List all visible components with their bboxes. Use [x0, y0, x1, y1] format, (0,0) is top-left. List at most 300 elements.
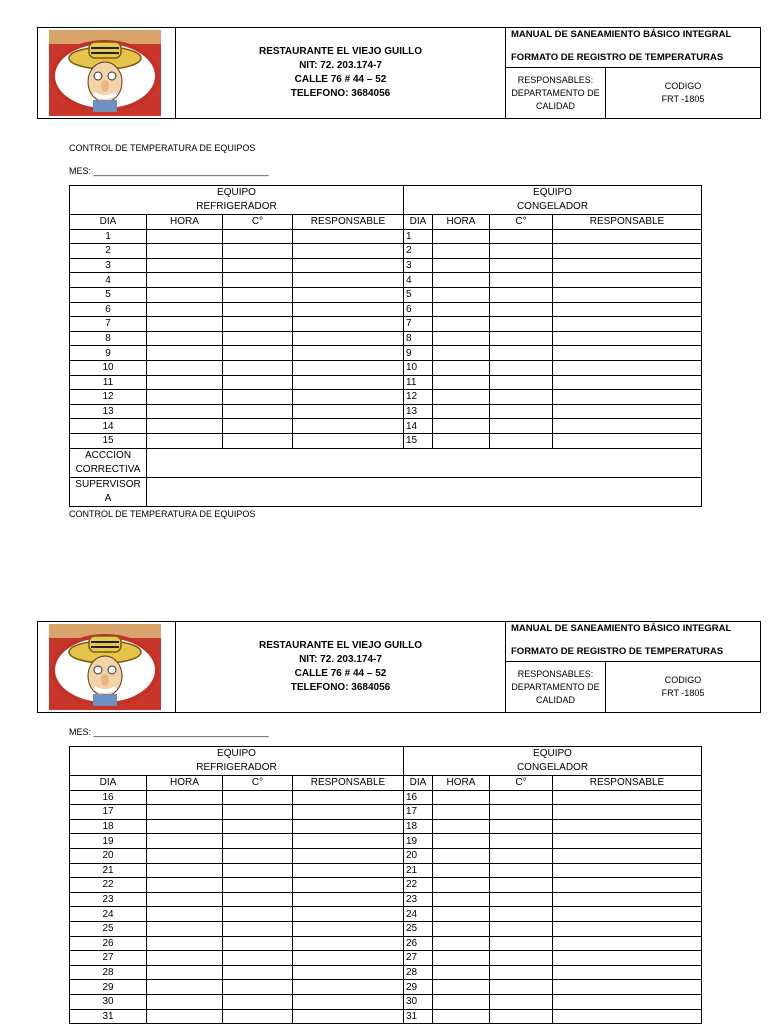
- table-row: [70, 878, 702, 893]
- day-cell: 15: [404, 433, 433, 448]
- responsables-line1: RESPONSABLES:: [517, 74, 594, 85]
- temp-field[interactable]: [490, 375, 553, 390]
- hora-field[interactable]: [433, 404, 490, 419]
- responsables-line1: RESPONSABLES:: [517, 668, 594, 679]
- day-cell: 21: [70, 863, 147, 878]
- hora-field[interactable]: [433, 994, 490, 1009]
- responsable-field[interactable]: [293, 863, 404, 878]
- logo-cell: [38, 622, 176, 713]
- responsable-field[interactable]: [293, 258, 404, 273]
- responsable-field[interactable]: [553, 273, 702, 288]
- hora-field[interactable]: [147, 819, 223, 834]
- hora-field[interactable]: [433, 346, 490, 361]
- temp-field[interactable]: [223, 404, 293, 419]
- table-row: [70, 951, 702, 966]
- responsable-field[interactable]: [293, 848, 404, 863]
- hora-field[interactable]: [147, 805, 223, 820]
- day-cell: 7: [404, 317, 433, 332]
- hora-field[interactable]: [433, 317, 490, 332]
- hora-field[interactable]: [147, 287, 223, 302]
- hora-field[interactable]: [147, 848, 223, 863]
- day-cell: 28: [404, 965, 433, 980]
- day-cell: 21: [404, 863, 433, 878]
- table-row: [70, 419, 702, 434]
- hora-field[interactable]: [433, 936, 490, 951]
- responsables-line3: CALIDAD: [535, 100, 575, 111]
- responsable-field[interactable]: [293, 892, 404, 907]
- temp-field[interactable]: [490, 433, 553, 448]
- day-cell: 11: [70, 375, 147, 390]
- restaurant-address: CALLE 76 # 44 – 52: [294, 74, 387, 85]
- day-cell: 18: [70, 819, 147, 834]
- temp-field[interactable]: [490, 834, 553, 849]
- restaurant-phone: TELEFONO: 3684056: [290, 88, 391, 99]
- table-row: [70, 360, 702, 375]
- temp-field[interactable]: [223, 834, 293, 849]
- hora-field[interactable]: [433, 390, 490, 405]
- temp-field[interactable]: [490, 921, 553, 936]
- responsable-field[interactable]: [293, 994, 404, 1009]
- responsable-field[interactable]: [293, 404, 404, 419]
- temp-field[interactable]: [223, 848, 293, 863]
- temp-field[interactable]: [490, 287, 553, 302]
- congelador-label: CONGELADOR: [516, 201, 589, 212]
- day-cell: 13: [404, 404, 433, 419]
- temperature-table-2: [69, 746, 702, 1024]
- day-cell: 22: [70, 878, 147, 893]
- responsable-field[interactable]: [553, 878, 702, 893]
- supervisor-label-line2: A: [104, 492, 112, 504]
- responsable-field[interactable]: [553, 863, 702, 878]
- table-row: [70, 994, 702, 1009]
- day-cell: 7: [70, 317, 147, 332]
- temp-field[interactable]: [223, 1009, 293, 1024]
- responsable-field[interactable]: [553, 302, 702, 317]
- hora-field[interactable]: [433, 433, 490, 448]
- hora-field[interactable]: [147, 951, 223, 966]
- hora-field[interactable]: [433, 273, 490, 288]
- responsable-field[interactable]: [293, 273, 404, 288]
- temp-field[interactable]: [490, 229, 553, 244]
- hora-field[interactable]: [433, 921, 490, 936]
- temp-field[interactable]: [490, 936, 553, 951]
- hora-field[interactable]: [433, 287, 490, 302]
- congelador-header: [404, 747, 702, 776]
- responsable-field[interactable]: [553, 258, 702, 273]
- col-hora: HORA: [147, 776, 223, 791]
- responsable-field[interactable]: [553, 390, 702, 405]
- temp-field[interactable]: [490, 805, 553, 820]
- table-row: [70, 965, 702, 980]
- day-cell: 6: [70, 302, 147, 317]
- hora-field[interactable]: [433, 892, 490, 907]
- equipo-label: EQUIPO: [533, 187, 572, 198]
- hora-field[interactable]: [147, 907, 223, 922]
- supervisor-field[interactable]: [147, 477, 702, 506]
- day-cell: 25: [70, 921, 147, 936]
- temp-field[interactable]: [223, 433, 293, 448]
- temp-field[interactable]: [490, 404, 553, 419]
- hora-field[interactable]: [147, 892, 223, 907]
- responsable-field[interactable]: [293, 360, 404, 375]
- temp-field[interactable]: [490, 258, 553, 273]
- responsables-line2: DEPARTAMENTO DE: [511, 87, 600, 98]
- responsable-field[interactable]: [553, 790, 702, 805]
- responsable-field[interactable]: [553, 907, 702, 922]
- col-temp: C°: [223, 215, 293, 230]
- responsable-field[interactable]: [553, 244, 702, 259]
- responsable-field[interactable]: [553, 433, 702, 448]
- hora-field[interactable]: [433, 360, 490, 375]
- hora-field[interactable]: [433, 375, 490, 390]
- responsable-field[interactable]: [293, 287, 404, 302]
- responsable-field[interactable]: [293, 980, 404, 995]
- hora-field[interactable]: [147, 790, 223, 805]
- responsable-field[interactable]: [553, 317, 702, 332]
- accion-correctiva-field[interactable]: [147, 448, 702, 477]
- responsable-field[interactable]: [293, 229, 404, 244]
- temp-field[interactable]: [490, 419, 553, 434]
- hora-field[interactable]: [433, 244, 490, 259]
- col-temp: C°: [490, 776, 553, 791]
- temp-field[interactable]: [490, 965, 553, 980]
- temp-field[interactable]: [490, 819, 553, 834]
- temp-field[interactable]: [223, 346, 293, 361]
- table-row: [70, 258, 702, 273]
- hora-field[interactable]: [147, 302, 223, 317]
- table-body-2: [70, 790, 702, 1024]
- temp-field[interactable]: [490, 302, 553, 317]
- temp-field[interactable]: [223, 317, 293, 332]
- day-cell: 17: [70, 805, 147, 820]
- temp-field[interactable]: [223, 994, 293, 1009]
- responsable-field[interactable]: [293, 433, 404, 448]
- responsable-field[interactable]: [553, 1009, 702, 1024]
- form-header-1: [37, 27, 761, 119]
- col-responsable: RESPONSABLE: [553, 776, 702, 791]
- refrigerador-label: REFRIGERADOR: [196, 762, 277, 773]
- hora-field[interactable]: [433, 951, 490, 966]
- temp-field[interactable]: [223, 302, 293, 317]
- day-cell: 1: [404, 229, 433, 244]
- day-cell: 9: [70, 346, 147, 361]
- temp-field[interactable]: [223, 419, 293, 434]
- day-cell: 31: [404, 1009, 433, 1024]
- section-title-1: CONTROL DE TEMPERATURA DE EQUIPOS: [69, 143, 256, 153]
- hora-field[interactable]: [433, 980, 490, 995]
- responsable-field[interactable]: [553, 375, 702, 390]
- responsable-field[interactable]: [553, 994, 702, 1009]
- temp-field[interactable]: [223, 273, 293, 288]
- hora-field[interactable]: [147, 317, 223, 332]
- responsable-field[interactable]: [553, 360, 702, 375]
- responsable-field[interactable]: [293, 805, 404, 820]
- responsables-cell: [506, 662, 606, 713]
- responsable-field[interactable]: [553, 980, 702, 995]
- hora-field[interactable]: [147, 878, 223, 893]
- restaurant-logo: [38, 624, 175, 710]
- day-cell: 31: [70, 1009, 147, 1024]
- responsable-field[interactable]: [553, 819, 702, 834]
- hora-field[interactable]: [147, 331, 223, 346]
- day-cell: 6: [404, 302, 433, 317]
- responsable-field[interactable]: [293, 302, 404, 317]
- table-row: [70, 433, 702, 448]
- hora-field[interactable]: [433, 834, 490, 849]
- hora-field[interactable]: [147, 229, 223, 244]
- temp-field[interactable]: [223, 360, 293, 375]
- day-cell: 30: [404, 994, 433, 1009]
- congelador-label: CONGELADOR: [516, 762, 589, 773]
- accion-label-line1: ACCCION: [84, 449, 132, 461]
- hora-field[interactable]: [147, 433, 223, 448]
- responsable-field[interactable]: [553, 346, 702, 361]
- temp-field[interactable]: [223, 965, 293, 980]
- responsable-field[interactable]: [293, 1009, 404, 1024]
- day-cell: 10: [70, 360, 147, 375]
- day-cell: 3: [70, 258, 147, 273]
- day-cell: 3: [404, 258, 433, 273]
- day-cell: 27: [404, 951, 433, 966]
- responsable-field[interactable]: [553, 805, 702, 820]
- refrigerador-header: [70, 186, 404, 215]
- col-dia: DIA: [404, 215, 433, 230]
- day-cell: 22: [404, 878, 433, 893]
- table-row: [70, 404, 702, 419]
- day-cell: 25: [404, 921, 433, 936]
- hora-field[interactable]: [147, 834, 223, 849]
- day-cell: 29: [70, 980, 147, 995]
- day-cell: 8: [404, 331, 433, 346]
- hora-field[interactable]: [147, 994, 223, 1009]
- temp-field[interactable]: [223, 921, 293, 936]
- equipo-label: EQUIPO: [533, 748, 572, 759]
- hora-field[interactable]: [433, 965, 490, 980]
- day-cell: 26: [70, 936, 147, 951]
- day-cell: 4: [404, 273, 433, 288]
- table-row: [70, 834, 702, 849]
- responsable-field[interactable]: [553, 892, 702, 907]
- supervisor-label: [70, 477, 147, 506]
- responsable-field[interactable]: [293, 346, 404, 361]
- hora-field[interactable]: [147, 1009, 223, 1024]
- day-cell: 19: [404, 834, 433, 849]
- temp-field[interactable]: [223, 258, 293, 273]
- hora-field[interactable]: [433, 819, 490, 834]
- hora-field[interactable]: [147, 404, 223, 419]
- responsable-field[interactable]: [293, 375, 404, 390]
- codigo-cell: [606, 662, 761, 713]
- day-cell: 11: [404, 375, 433, 390]
- hora-field[interactable]: [433, 1009, 490, 1024]
- temp-field[interactable]: [490, 863, 553, 878]
- temp-field[interactable]: [490, 878, 553, 893]
- responsable-field[interactable]: [553, 229, 702, 244]
- responsable-field[interactable]: [553, 848, 702, 863]
- responsable-field[interactable]: [293, 878, 404, 893]
- temp-field[interactable]: [223, 790, 293, 805]
- responsable-field[interactable]: [293, 965, 404, 980]
- temp-field[interactable]: [223, 390, 293, 405]
- temp-field[interactable]: [223, 936, 293, 951]
- responsable-field[interactable]: [293, 317, 404, 332]
- day-cell: 13: [70, 404, 147, 419]
- responsable-field[interactable]: [553, 951, 702, 966]
- hora-field[interactable]: [147, 936, 223, 951]
- temp-field[interactable]: [490, 317, 553, 332]
- table-row: [70, 819, 702, 834]
- day-cell: 14: [70, 419, 147, 434]
- responsable-field[interactable]: [293, 244, 404, 259]
- hora-field[interactable]: [147, 273, 223, 288]
- day-cell: 12: [70, 390, 147, 405]
- responsable-field[interactable]: [553, 834, 702, 849]
- accion-label-line2: CORRECTIVA: [75, 463, 141, 475]
- temp-field[interactable]: [223, 375, 293, 390]
- col-dia: DIA: [70, 215, 147, 230]
- hora-field[interactable]: [433, 878, 490, 893]
- responsable-field[interactable]: [293, 390, 404, 405]
- codigo-value: FRT -1805: [661, 94, 705, 104]
- responsable-field[interactable]: [553, 331, 702, 346]
- temp-field[interactable]: [490, 848, 553, 863]
- equipo-label: EQUIPO: [217, 748, 256, 759]
- temp-field[interactable]: [490, 892, 553, 907]
- temp-field[interactable]: [490, 1009, 553, 1024]
- restaurant-phone: TELEFONO: 3684056: [290, 682, 391, 693]
- responsable-field[interactable]: [553, 921, 702, 936]
- table-row: [70, 805, 702, 820]
- responsable-field[interactable]: [293, 331, 404, 346]
- temp-field[interactable]: [223, 331, 293, 346]
- table-row: [70, 302, 702, 317]
- section-title-1b: CONTROL DE TEMPERATURA DE EQUIPOS: [69, 509, 256, 519]
- restaurant-nit: NIT: 72. 203.174-7: [299, 60, 382, 71]
- format-title: FORMATO DE REGISTRO DE TEMPERATURAS: [511, 52, 724, 63]
- temp-field[interactable]: [223, 980, 293, 995]
- hora-field[interactable]: [147, 921, 223, 936]
- responsable-field[interactable]: [293, 936, 404, 951]
- hora-field[interactable]: [147, 419, 223, 434]
- responsable-field[interactable]: [553, 965, 702, 980]
- restaurant-address: CALLE 76 # 44 – 52: [294, 668, 387, 679]
- temp-field[interactable]: [490, 980, 553, 995]
- responsable-field[interactable]: [293, 419, 404, 434]
- temp-field[interactable]: [490, 907, 553, 922]
- day-cell: 27: [70, 951, 147, 966]
- hora-field[interactable]: [433, 229, 490, 244]
- hora-field[interactable]: [433, 848, 490, 863]
- hora-field[interactable]: [147, 390, 223, 405]
- temp-field[interactable]: [223, 878, 293, 893]
- hora-field[interactable]: [433, 419, 490, 434]
- manual-title-cell: [506, 622, 761, 662]
- temp-field[interactable]: [490, 346, 553, 361]
- supervisor-label-line1: SUPERVISOR: [75, 478, 141, 490]
- temp-field[interactable]: [490, 360, 553, 375]
- temp-field[interactable]: [223, 951, 293, 966]
- temp-field[interactable]: [490, 790, 553, 805]
- hora-field[interactable]: [147, 965, 223, 980]
- day-cell: 8: [70, 331, 147, 346]
- hora-field[interactable]: [433, 863, 490, 878]
- table-row: [70, 892, 702, 907]
- day-cell: 17: [404, 805, 433, 820]
- day-cell: 9: [404, 346, 433, 361]
- restaurant-name: RESTAURANTE EL VIEJO GUILLO: [259, 46, 422, 57]
- day-cell: 5: [404, 287, 433, 302]
- responsables-cell: [506, 68, 606, 119]
- hora-field[interactable]: [147, 244, 223, 259]
- temp-field[interactable]: [223, 229, 293, 244]
- temp-field[interactable]: [490, 273, 553, 288]
- hora-field[interactable]: [433, 331, 490, 346]
- codigo-cell: [606, 68, 761, 119]
- responsable-field[interactable]: [553, 936, 702, 951]
- hora-field[interactable]: [433, 302, 490, 317]
- temp-field[interactable]: [490, 390, 553, 405]
- hora-field[interactable]: [147, 863, 223, 878]
- responsable-field[interactable]: [553, 404, 702, 419]
- temp-field[interactable]: [490, 951, 553, 966]
- mes-field-2[interactable]: MES: ___________________________________: [69, 727, 269, 737]
- restaurant-logo: [38, 30, 175, 116]
- hora-field[interactable]: [433, 258, 490, 273]
- hora-field[interactable]: [433, 790, 490, 805]
- accion-correctiva-label: [70, 448, 147, 477]
- temp-field[interactable]: [223, 287, 293, 302]
- responsable-field[interactable]: [293, 819, 404, 834]
- day-cell: 1: [70, 229, 147, 244]
- day-cell: 19: [70, 834, 147, 849]
- table-row: [70, 921, 702, 936]
- temp-field[interactable]: [490, 331, 553, 346]
- day-cell: 30: [70, 994, 147, 1009]
- temp-field[interactable]: [490, 994, 553, 1009]
- responsable-field[interactable]: [293, 921, 404, 936]
- responsable-field[interactable]: [293, 790, 404, 805]
- col-responsable: RESPONSABLE: [553, 215, 702, 230]
- responsables-line3: CALIDAD: [535, 694, 575, 705]
- responsable-field[interactable]: [553, 287, 702, 302]
- restaurant-nit: NIT: 72. 203.174-7: [299, 654, 382, 665]
- day-cell: 5: [70, 287, 147, 302]
- hora-field[interactable]: [433, 805, 490, 820]
- mes-field-1[interactable]: MES: ___________________________________: [69, 166, 269, 176]
- hora-field[interactable]: [147, 360, 223, 375]
- col-responsable: RESPONSABLE: [293, 215, 404, 230]
- hora-field[interactable]: [147, 346, 223, 361]
- temp-field[interactable]: [223, 907, 293, 922]
- codigo-label: CODIGO: [664, 675, 702, 685]
- responsable-field[interactable]: [293, 834, 404, 849]
- responsable-field[interactable]: [553, 419, 702, 434]
- table-row: [70, 244, 702, 259]
- hora-field[interactable]: [147, 375, 223, 390]
- temp-field[interactable]: [490, 244, 553, 259]
- hora-field[interactable]: [147, 980, 223, 995]
- temp-field[interactable]: [223, 892, 293, 907]
- hora-field[interactable]: [433, 907, 490, 922]
- responsable-field[interactable]: [293, 907, 404, 922]
- temp-field[interactable]: [223, 805, 293, 820]
- hora-field[interactable]: [147, 258, 223, 273]
- codigo-value: FRT -1805: [661, 688, 705, 698]
- temp-field[interactable]: [223, 244, 293, 259]
- temp-field[interactable]: [223, 863, 293, 878]
- temp-field[interactable]: [223, 819, 293, 834]
- responsable-field[interactable]: [293, 951, 404, 966]
